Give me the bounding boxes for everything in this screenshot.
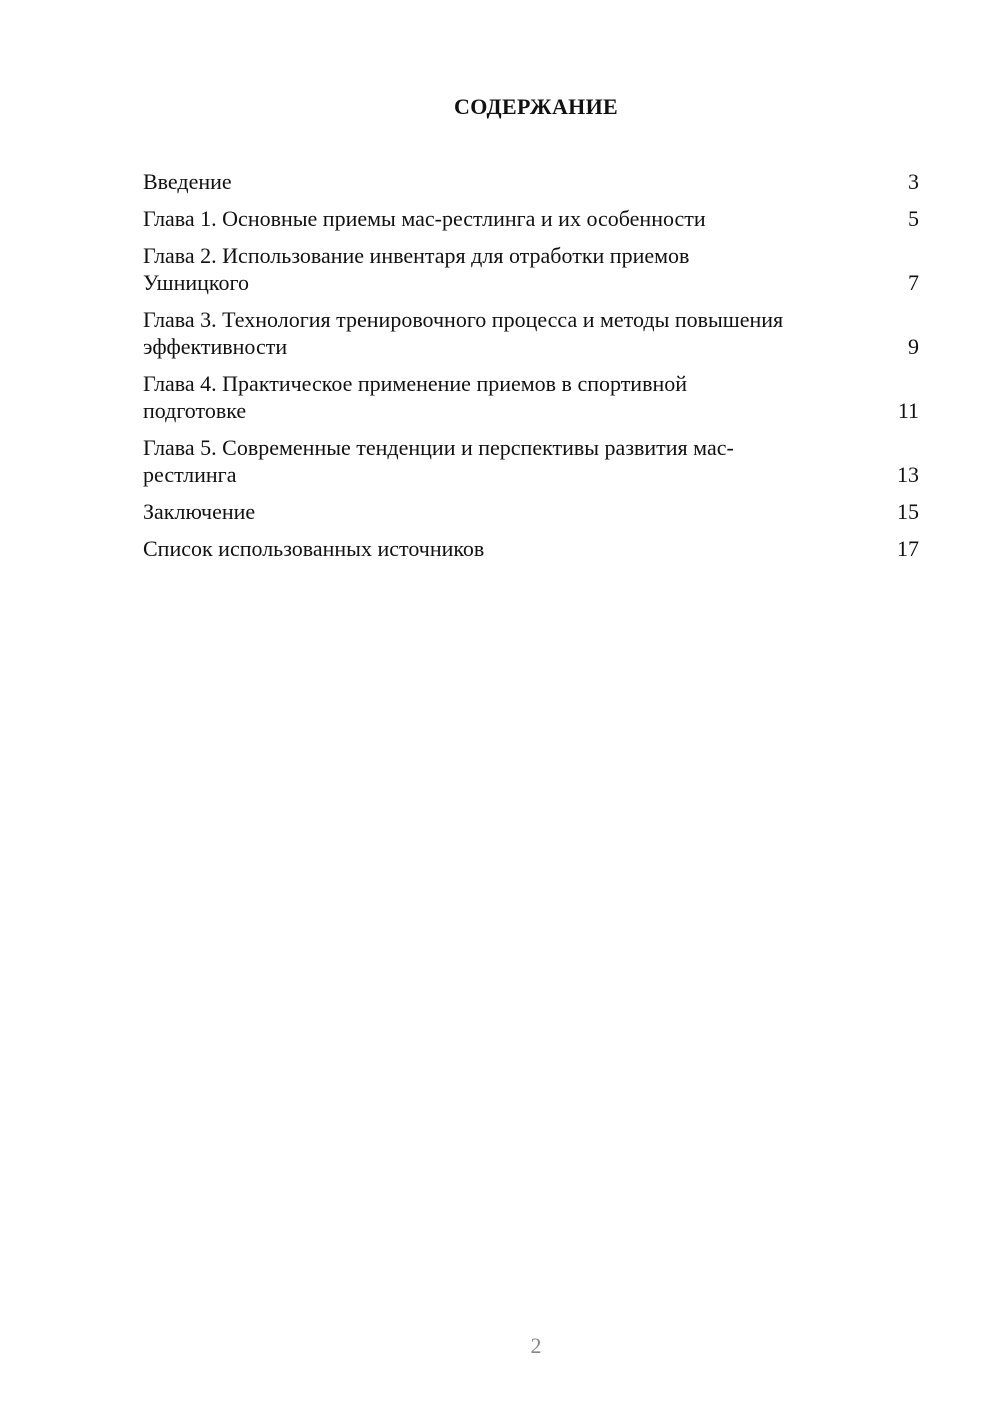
toc-entry-introduction bbox=[143, 168, 919, 195]
table-of-contents bbox=[143, 168, 919, 572]
toc-entry-text: Глава 3. Технология тренировочного процесса и методы повышения эффективности bbox=[143, 307, 784, 359]
page-title: СОДЕРЖАНИЕ bbox=[454, 94, 618, 119]
toc-entry-text: Введение bbox=[143, 169, 232, 194]
toc-entry-chapter-5 bbox=[143, 434, 919, 488]
toc-entry-chapter-2 bbox=[143, 242, 919, 296]
toc-entry-text: Глава 4. Практическое применение приемов в спортивной подготовке bbox=[143, 371, 688, 423]
toc-entry-conclusion bbox=[143, 498, 919, 525]
toc-entry-text: Глава 2. Использование инвентаря для отработки приемов Ушницкого bbox=[143, 243, 690, 295]
toc-entry-text: Глава 1. Основные приемы мас-рестлинга и их особенности bbox=[143, 206, 706, 231]
toc-entry-text: Заключение bbox=[143, 499, 256, 524]
toc-entry-page-number: 15 bbox=[897, 499, 919, 524]
toc-entry-chapter-3 bbox=[143, 306, 919, 360]
toc-entry-page-number: 11 bbox=[897, 398, 919, 423]
toc-entry-page-number: 17 bbox=[897, 536, 919, 561]
toc-entry-chapter-1 bbox=[143, 205, 919, 232]
toc-entry-text: Список использованных источников bbox=[143, 536, 485, 561]
toc-entry-page-number: 5 bbox=[908, 206, 919, 231]
toc-entry-page-number: 3 bbox=[908, 169, 919, 194]
toc-entry-page-number: 13 bbox=[897, 462, 919, 487]
toc-entry-chapter-4 bbox=[143, 370, 919, 424]
toc-entry-text: Глава 5. Современные тенденции и перспективы развития мас-рестлинга bbox=[143, 435, 734, 487]
page-number: 2 bbox=[530, 1333, 542, 1358]
toc-entry-page-number: 9 bbox=[908, 334, 919, 359]
toc-entry-references bbox=[143, 535, 919, 562]
toc-entry-page-number: 7 bbox=[908, 270, 919, 295]
